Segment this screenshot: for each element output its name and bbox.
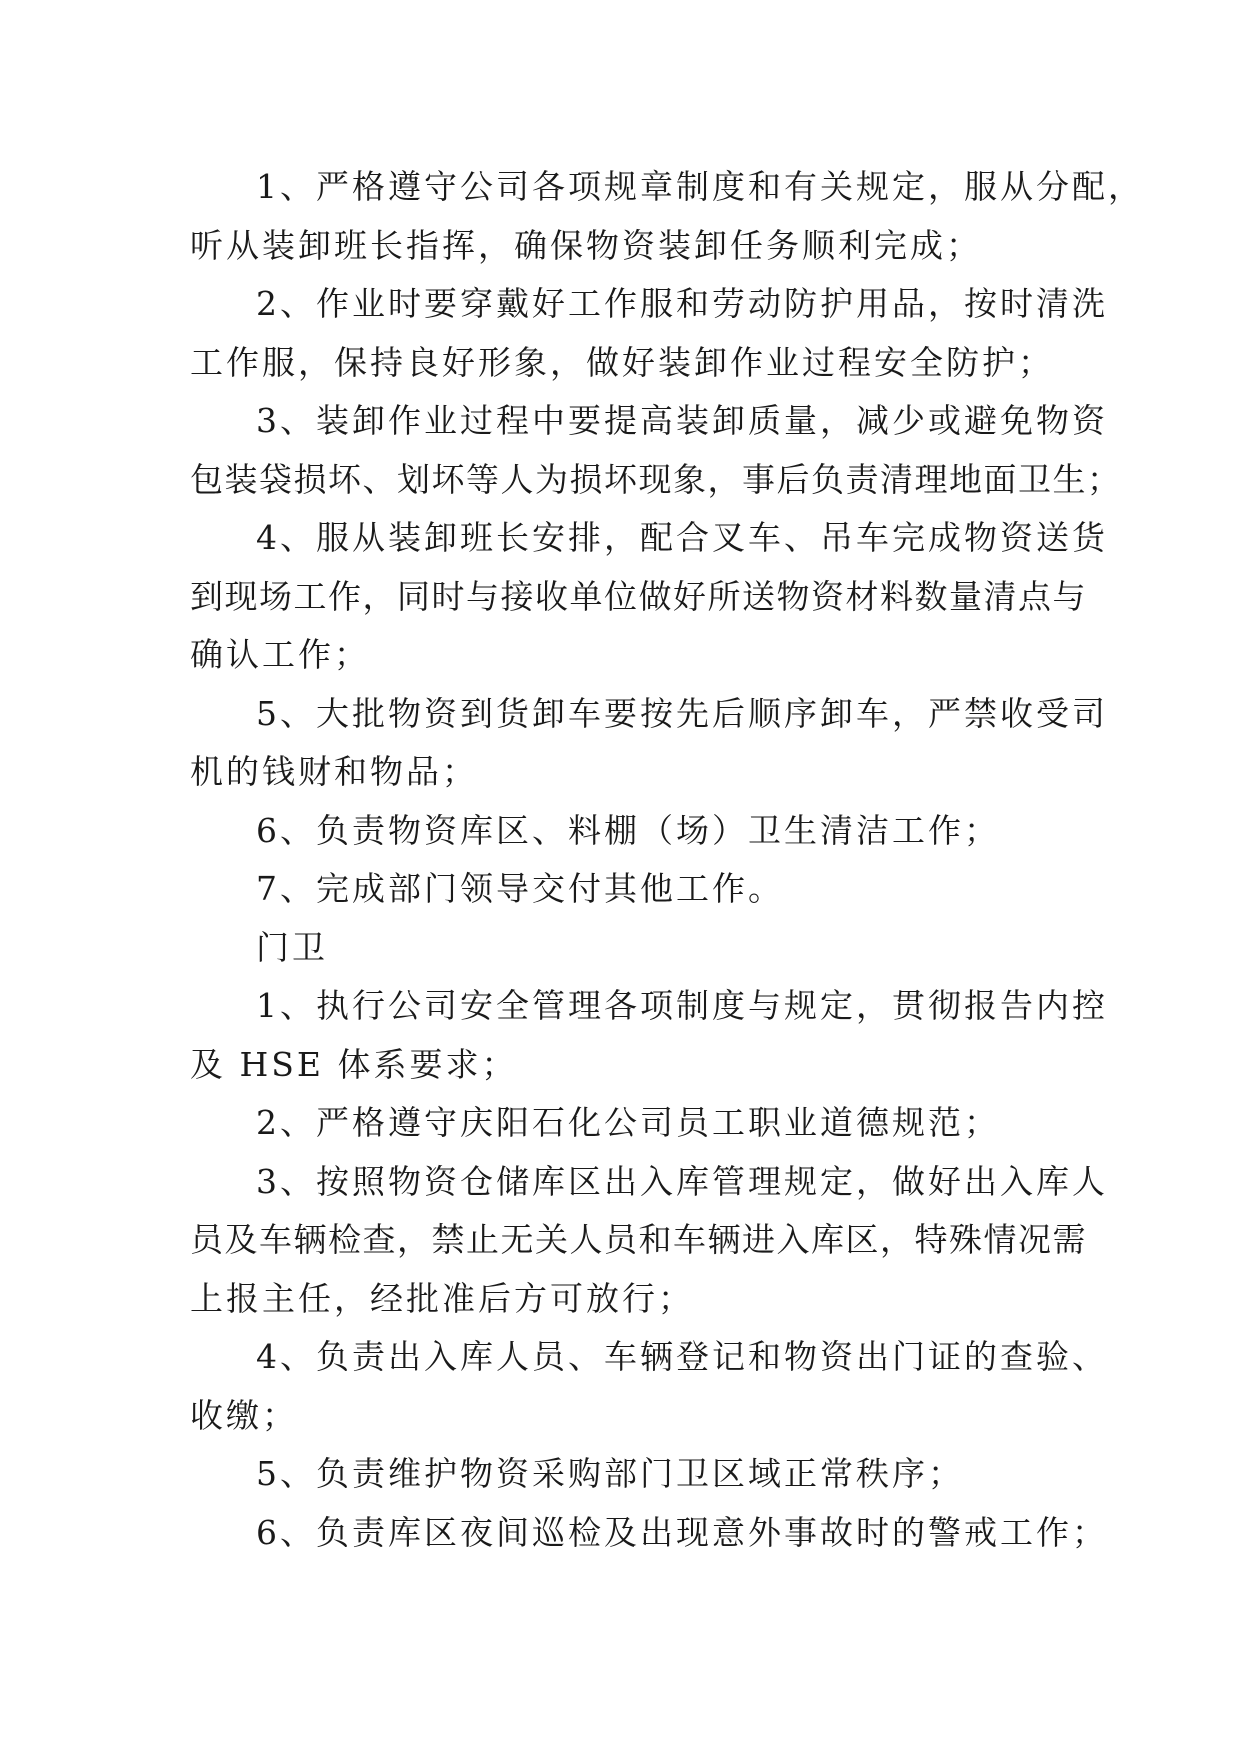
paragraph-line: 工作服，保持良好形象，做好装卸作业过程安全防护； — [190, 342, 1054, 382]
paragraph-line: 员及车辆检查，禁止无关人员和车辆进入库区，特殊情况需 — [190, 1220, 1087, 1259]
paragraph-line: 1、严格遵守公司各项规章制度和有关规定，服从分配， — [256, 167, 1144, 206]
paragraph-line: 4、负责出入库人员、车辆登记和物资出门证的查验、 — [256, 1337, 1108, 1376]
paragraph-line: 5、大批物资到货卸车要按先后顺序卸车，严禁收受司 — [256, 693, 1108, 733]
paragraph-line: 包装袋损坏、划坏等人为损坏现象，事后负责清理地面卫生； — [190, 459, 1122, 499]
paragraph-line: 2、作业时要穿戴好工作服和劳动防护用品，按时清洗 — [256, 284, 1108, 323]
paragraph-line: 机的钱财和物品； — [190, 752, 478, 791]
paragraph-line: 及 HSE 体系要求； — [190, 1044, 518, 1084]
paragraph-line: 到现场工作，同时与接收单位做好所送物资材料数量清点与 — [190, 576, 1087, 616]
paragraph-line: 6、负责物资库区、料棚（场）卫生清洁工作； — [256, 810, 1000, 850]
paragraph-line: 听从装卸班长指挥，确保物资装卸任务顺利完成； — [190, 225, 982, 265]
paragraph-line: 5、负责维护物资采购部门卫区域正常秩序； — [256, 1454, 964, 1493]
paragraph-line: 7、完成部门领导交付其他工作。 — [256, 869, 784, 908]
paragraph-line: 1、执行公司安全管理各项制度与规定，贯彻报告内控 — [256, 986, 1108, 1025]
paragraph-line: 2、严格遵守庆阳石化公司员工职业道德规范； — [256, 1103, 1000, 1142]
document-body — [190, 158, 1144, 1562]
paragraph-line: 3、按照物资仓储库区出入库管理规定，做好出入库人 — [256, 1161, 1108, 1201]
paragraph-line: 上报主任，经批准后方可放行； — [190, 1278, 694, 1318]
paragraph-line: 收缴； — [190, 1395, 298, 1435]
paragraph-line: 4、服从装卸班长安排，配合叉车、吊车完成物资送货 — [256, 518, 1108, 557]
paragraph-line: 3、装卸作业过程中要提高装卸质量，减少或避免物资 — [256, 401, 1108, 440]
paragraph-line: 6、负责库区夜间巡检及出现意外事故时的警戒工作； — [256, 1512, 1108, 1552]
paragraph-line: 确认工作； — [190, 635, 370, 674]
section-heading: 门卫 — [256, 927, 328, 967]
